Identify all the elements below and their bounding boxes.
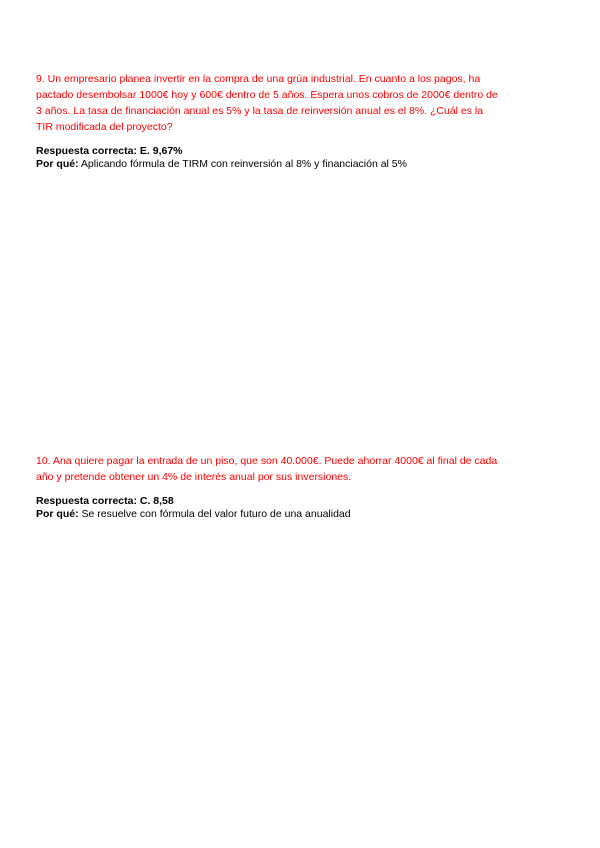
question-block-10: [36, 453, 536, 521]
question-text: 10. Ana quiere pagar la entrada de un piso, que son 40.000€. Puede ahorrar 4000€ al final de cada año y pretende obtener un 4% de interés anual por sus inversiones.: [36, 455, 498, 483]
correct-answer-label: Respuesta correcta:: [36, 495, 137, 507]
reason-label: Por qué:: [36, 508, 79, 520]
spacer: [36, 485, 536, 495]
reason-text: Se resuelve con fórmula del valor futuro de una anualidad: [78, 508, 351, 520]
question-block-9: [36, 71, 536, 171]
reason-line: [36, 158, 536, 171]
correct-answer-line: [36, 495, 536, 508]
reason-line: [36, 508, 536, 521]
correct-answer-label: Respuesta correcta:: [36, 145, 137, 157]
correct-answer-value: C. 8,58: [136, 495, 174, 507]
reason-text: Aplicando fórmula de TIRM con reinversión al 8% y financiación al 5%: [78, 158, 407, 170]
correct-answer-line: [36, 145, 536, 158]
correct-answer-value: E. 9,67%: [136, 145, 183, 157]
question-text: 9. Un empresario planea invertir en la compra de una grúa industrial. En cuanto a los pagos, ha pactado desembolsar 1000€ hoy y 600€ dentro de 5 años. Espera unos cobros de 2000€ dentro de 3 años. La tasa de financiación anual es 5% y la tasa de reinversión anual es el 8%. ¿Cuál es la TIR modificada del proyecto?: [36, 73, 498, 133]
reason-label: Por qué:: [36, 158, 79, 170]
spacer: [36, 135, 536, 145]
